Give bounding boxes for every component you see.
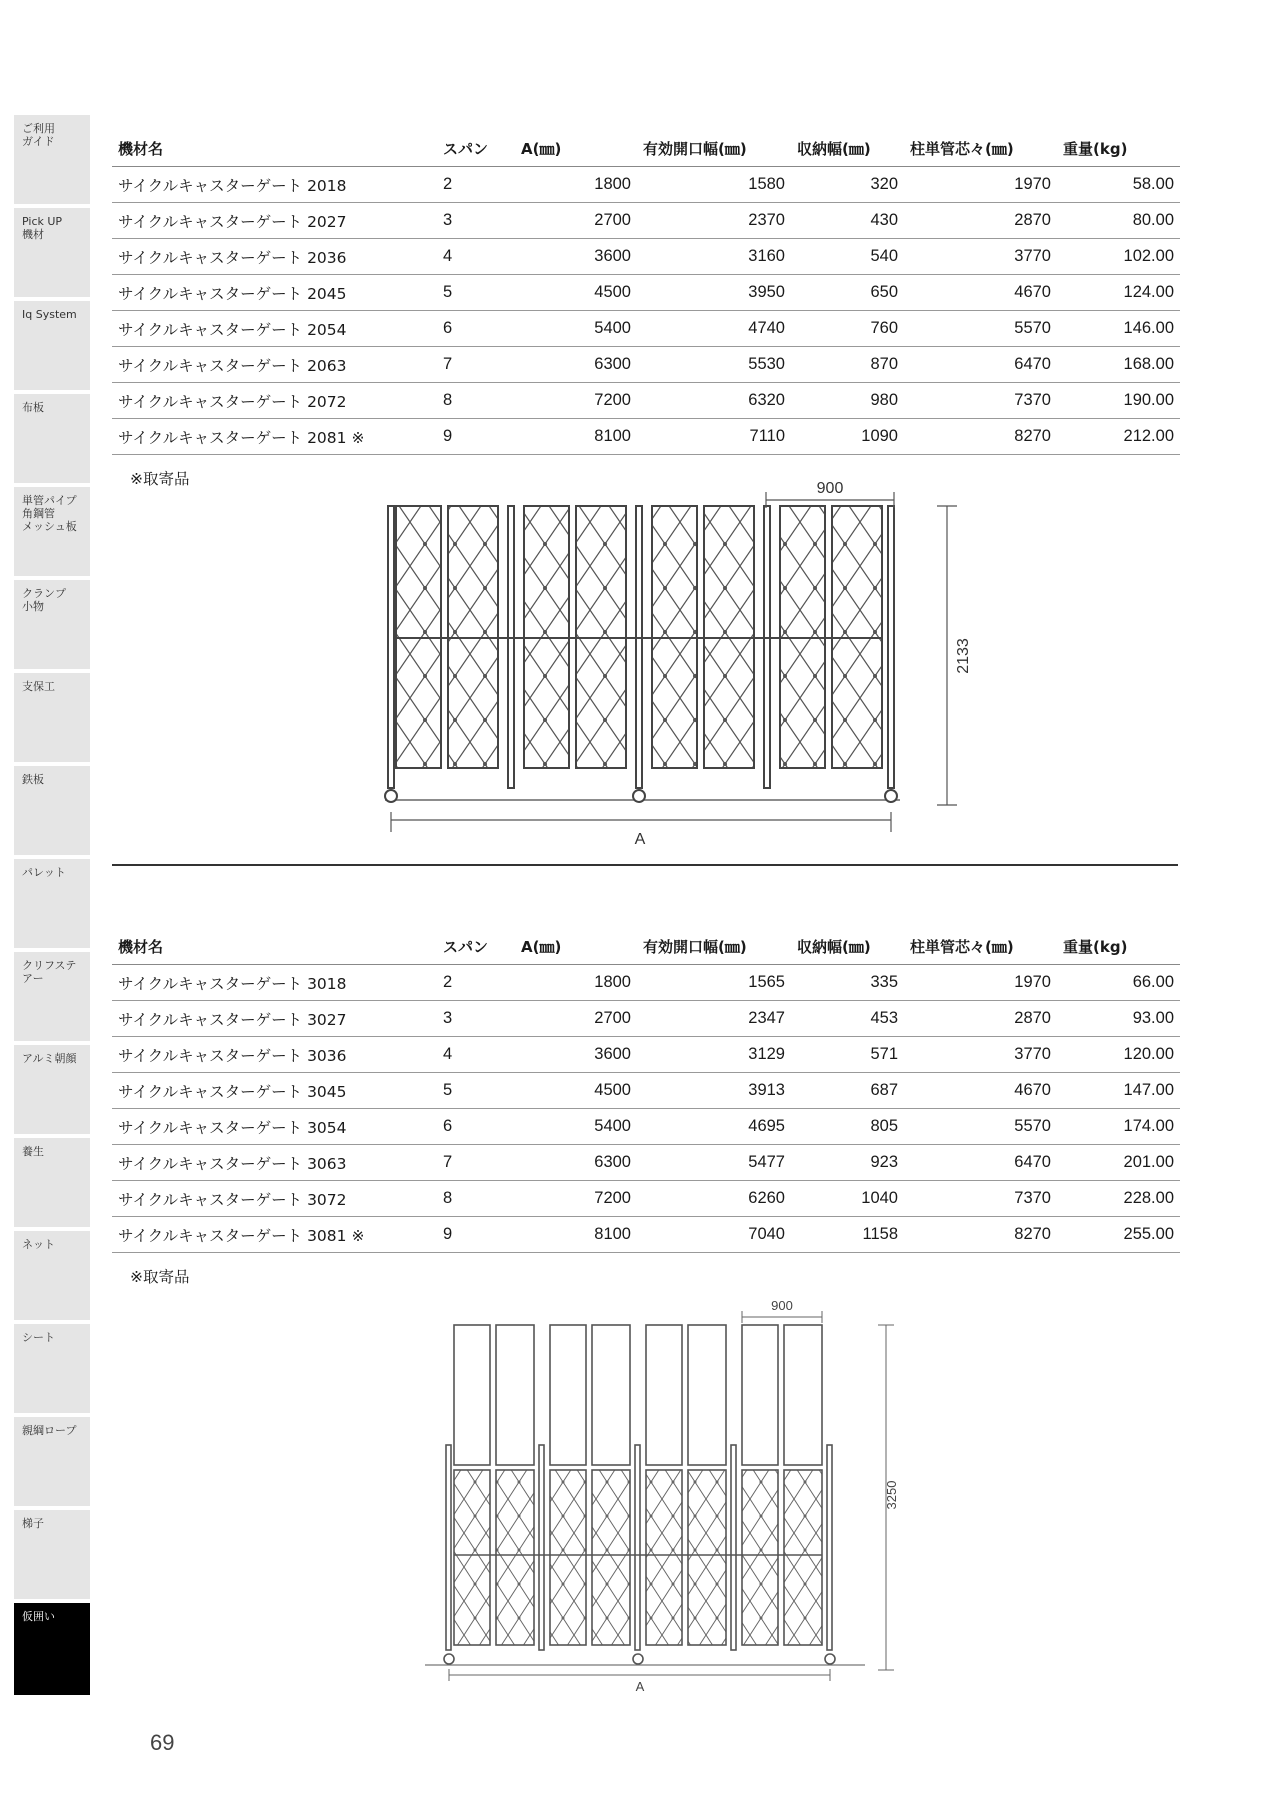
- sidebar-item-curing[interactable]: 養生: [14, 1138, 90, 1227]
- header-opening-width: 有効開口幅(㎜): [637, 928, 791, 965]
- dimension-height-label: 3250: [884, 1480, 899, 1510]
- table-row: [112, 1217, 1180, 1253]
- cell-opening-width: 1580: [637, 167, 791, 203]
- cell-weight: 80.00: [1057, 203, 1180, 239]
- cell-name: サイクルキャスターゲート 3081 ※: [112, 1217, 437, 1253]
- cell-weight: 255.00: [1057, 1217, 1180, 1253]
- cell-storage-width: 650: [791, 275, 904, 311]
- table-header-row: [112, 130, 1180, 167]
- cell-span: 2: [437, 167, 515, 203]
- cell-a: 8100: [515, 1217, 637, 1253]
- header-weight: 重量(kg): [1057, 130, 1180, 167]
- sidebar-item-iq-system[interactable]: Iq System: [14, 301, 90, 390]
- cell-a: 4500: [515, 275, 637, 311]
- gate-drawing-2000-series: [380, 478, 980, 848]
- cell-a: 2700: [515, 1001, 637, 1037]
- cell-opening-width: 4695: [637, 1109, 791, 1145]
- cell-storage-width: 923: [791, 1145, 904, 1181]
- header-opening-width: 有効開口幅(㎜): [637, 130, 791, 167]
- header-post-pitch: 柱単管芯々(㎜): [904, 130, 1057, 167]
- order-note: ※取寄品: [130, 470, 190, 488]
- cell-storage-width: 571: [791, 1037, 904, 1073]
- header-span: スパン: [437, 130, 515, 167]
- cell-weight: 147.00: [1057, 1073, 1180, 1109]
- cell-a: 2700: [515, 203, 637, 239]
- cell-weight: 190.00: [1057, 383, 1180, 419]
- dimension-height: [937, 506, 957, 805]
- cell-post-pitch: 7370: [904, 383, 1057, 419]
- cell-name: サイクルキャスターゲート 3018: [112, 965, 437, 1001]
- gate-panels: [446, 1325, 832, 1650]
- table-row: [112, 167, 1180, 203]
- cell-span: 5: [437, 1073, 515, 1109]
- dimension-width-label: 900: [771, 1298, 793, 1313]
- cell-span: 3: [437, 1001, 515, 1037]
- cell-storage-width: 687: [791, 1073, 904, 1109]
- order-note: ※取寄品: [130, 1268, 190, 1286]
- cell-weight: 102.00: [1057, 239, 1180, 275]
- cell-name: サイクルキャスターゲート 3063: [112, 1145, 437, 1181]
- cell-weight: 228.00: [1057, 1181, 1180, 1217]
- cell-weight: 124.00: [1057, 275, 1180, 311]
- cell-name: サイクルキャスターゲート 2081 ※: [112, 419, 437, 455]
- cell-post-pitch: 6470: [904, 1145, 1057, 1181]
- header-a: A(㎜): [515, 928, 637, 965]
- cell-post-pitch: 2870: [904, 203, 1057, 239]
- cell-name: サイクルキャスターゲート 2018: [112, 167, 437, 203]
- cell-post-pitch: 1970: [904, 167, 1057, 203]
- cell-weight: 201.00: [1057, 1145, 1180, 1181]
- cell-span: 9: [437, 1217, 515, 1253]
- cell-post-pitch: 4670: [904, 1073, 1057, 1109]
- cell-span: 6: [437, 1109, 515, 1145]
- cell-span: 8: [437, 1181, 515, 1217]
- sidebar-item-steel-plate[interactable]: 鉄板: [14, 766, 90, 855]
- sidebar-item-pickup[interactable]: Pick UP 機材: [14, 208, 90, 297]
- cell-a: 7200: [515, 1181, 637, 1217]
- cell-opening-width: 2347: [637, 1001, 791, 1037]
- cell-span: 2: [437, 965, 515, 1001]
- cell-post-pitch: 1970: [904, 965, 1057, 1001]
- cell-opening-width: 1565: [637, 965, 791, 1001]
- cell-post-pitch: 3770: [904, 1037, 1057, 1073]
- cell-name: サイクルキャスターゲート 3054: [112, 1109, 437, 1145]
- cell-storage-width: 980: [791, 383, 904, 419]
- cell-opening-width: 5477: [637, 1145, 791, 1181]
- sidebar-item-ladder[interactable]: 梯子: [14, 1510, 90, 1599]
- cell-opening-width: 3950: [637, 275, 791, 311]
- cell-post-pitch: 8270: [904, 1217, 1057, 1253]
- spec-table-2000-series: [112, 130, 1180, 455]
- header-a: A(㎜): [515, 130, 637, 167]
- table-row: [112, 1001, 1180, 1037]
- table-row: [112, 1109, 1180, 1145]
- cell-storage-width: 320: [791, 167, 904, 203]
- cell-a: 1800: [515, 167, 637, 203]
- cell-post-pitch: 2870: [904, 1001, 1057, 1037]
- cell-name: サイクルキャスターゲート 2027: [112, 203, 437, 239]
- cell-name: サイクルキャスターゲート 2045: [112, 275, 437, 311]
- table-row: [112, 203, 1180, 239]
- cell-storage-width: 760: [791, 311, 904, 347]
- cell-storage-width: 1090: [791, 419, 904, 455]
- sidebar-item-net[interactable]: ネット: [14, 1231, 90, 1320]
- cell-storage-width: 453: [791, 1001, 904, 1037]
- cell-post-pitch: 5570: [904, 1109, 1057, 1145]
- table-row: [112, 347, 1180, 383]
- table-row: [112, 1181, 1180, 1217]
- cell-span: 8: [437, 383, 515, 419]
- cell-opening-width: 6260: [637, 1181, 791, 1217]
- cell-name: サイクルキャスターゲート 2054: [112, 311, 437, 347]
- cell-a: 7200: [515, 383, 637, 419]
- header-storage-width: 収納幅(㎜): [791, 130, 904, 167]
- cell-opening-width: 5530: [637, 347, 791, 383]
- cell-post-pitch: 8270: [904, 419, 1057, 455]
- table-row: [112, 1037, 1180, 1073]
- table-row: [112, 965, 1180, 1001]
- cell-a: 5400: [515, 1109, 637, 1145]
- cell-opening-width: 3129: [637, 1037, 791, 1073]
- sidebar-item-aluminum-guard[interactable]: アルミ朝顔: [14, 1045, 90, 1134]
- cell-a: 5400: [515, 311, 637, 347]
- header-span: スパン: [437, 928, 515, 965]
- sidebar-item-shoring[interactable]: 支保工: [14, 673, 90, 762]
- cell-a: 8100: [515, 419, 637, 455]
- cell-storage-width: 335: [791, 965, 904, 1001]
- header-name: 機材名: [112, 130, 437, 167]
- spec-table-3000-series: [112, 928, 1180, 1253]
- cell-name: サイクルキャスターゲート 2063: [112, 347, 437, 383]
- cell-opening-width: 2370: [637, 203, 791, 239]
- header-post-pitch: 柱単管芯々(㎜): [904, 928, 1057, 965]
- header-storage-width: 収納幅(㎜): [791, 928, 904, 965]
- cell-a: 6300: [515, 347, 637, 383]
- cell-name: サイクルキャスターゲート 3027: [112, 1001, 437, 1037]
- cell-storage-width: 870: [791, 347, 904, 383]
- cell-storage-width: 1040: [791, 1181, 904, 1217]
- cell-weight: 168.00: [1057, 347, 1180, 383]
- dimension-height-label: 2133: [955, 638, 972, 674]
- cell-name: サイクルキャスターゲート 2036: [112, 239, 437, 275]
- sidebar-item-clamps[interactable]: クランプ 小物: [14, 580, 90, 669]
- dimension-span-label: A: [634, 831, 646, 848]
- sidebar-item-cliff-stair[interactable]: クリフステ アー: [14, 952, 90, 1041]
- table-row: [112, 275, 1180, 311]
- caster-wheels: [444, 1654, 835, 1664]
- header-name: 機材名: [112, 928, 437, 965]
- gate-drawing-3000-series: [420, 1295, 900, 1695]
- dimension-span-label: A: [635, 1679, 645, 1694]
- sidebar-item-pipes[interactable]: 単管パイプ 角鋼管 メッシュ板: [14, 487, 90, 576]
- cell-span: 9: [437, 419, 515, 455]
- sidebar-item-guide[interactable]: ご利用 ガイド: [14, 115, 90, 204]
- cell-weight: 212.00: [1057, 419, 1180, 455]
- cell-a: 6300: [515, 1145, 637, 1181]
- cell-name: サイクルキャスターゲート 3036: [112, 1037, 437, 1073]
- cell-opening-width: 4740: [637, 311, 791, 347]
- cell-span: 3: [437, 203, 515, 239]
- page-number: 69: [150, 1730, 175, 1755]
- cell-name: サイクルキャスターゲート 3072: [112, 1181, 437, 1217]
- cell-name: サイクルキャスターゲート 3045: [112, 1073, 437, 1109]
- cell-span: 6: [437, 311, 515, 347]
- category-sidebar: [14, 115, 90, 1699]
- cell-weight: 174.00: [1057, 1109, 1180, 1145]
- table-row: [112, 1073, 1180, 1109]
- sidebar-item-pallet[interactable]: パレット: [14, 859, 90, 948]
- sidebar-item-planks[interactable]: 布板: [14, 394, 90, 483]
- cell-post-pitch: 7370: [904, 1181, 1057, 1217]
- cell-span: 7: [437, 1145, 515, 1181]
- cell-span: 4: [437, 239, 515, 275]
- cell-name: サイクルキャスターゲート 2072: [112, 383, 437, 419]
- table-row: [112, 239, 1180, 275]
- cell-span: 4: [437, 1037, 515, 1073]
- table-row: [112, 1145, 1180, 1181]
- sidebar-item-lifeline-rope[interactable]: 親綱ロープ: [14, 1417, 90, 1506]
- cell-a: 4500: [515, 1073, 637, 1109]
- cell-storage-width: 805: [791, 1109, 904, 1145]
- cell-a: 1800: [515, 965, 637, 1001]
- cell-storage-width: 1158: [791, 1217, 904, 1253]
- cell-weight: 66.00: [1057, 965, 1180, 1001]
- cell-a: 3600: [515, 1037, 637, 1073]
- cell-weight: 93.00: [1057, 1001, 1180, 1037]
- cell-post-pitch: 6470: [904, 347, 1057, 383]
- cell-storage-width: 430: [791, 203, 904, 239]
- cell-weight: 58.00: [1057, 167, 1180, 203]
- cell-post-pitch: 4670: [904, 275, 1057, 311]
- cell-post-pitch: 3770: [904, 239, 1057, 275]
- cell-span: 7: [437, 347, 515, 383]
- cell-storage-width: 540: [791, 239, 904, 275]
- dimension-width-label: 900: [816, 480, 844, 497]
- cell-weight: 146.00: [1057, 311, 1180, 347]
- cell-weight: 120.00: [1057, 1037, 1180, 1073]
- dimension-span: [391, 812, 891, 832]
- cell-a: 3600: [515, 239, 637, 275]
- sidebar-item-temporary-fence[interactable]: 仮囲い: [14, 1603, 90, 1695]
- section-divider: [112, 864, 1178, 866]
- table-row: [112, 383, 1180, 419]
- cell-span: 5: [437, 275, 515, 311]
- table-row: [112, 311, 1180, 347]
- gate-panels: [388, 506, 894, 788]
- cell-post-pitch: 5570: [904, 311, 1057, 347]
- table-row: [112, 419, 1180, 455]
- cell-opening-width: 3913: [637, 1073, 791, 1109]
- cell-opening-width: 7110: [637, 419, 791, 455]
- header-weight: 重量(kg): [1057, 928, 1180, 965]
- table-header-row: [112, 928, 1180, 965]
- cell-opening-width: 3160: [637, 239, 791, 275]
- cell-opening-width: 7040: [637, 1217, 791, 1253]
- cell-opening-width: 6320: [637, 383, 791, 419]
- sidebar-item-sheet[interactable]: シート: [14, 1324, 90, 1413]
